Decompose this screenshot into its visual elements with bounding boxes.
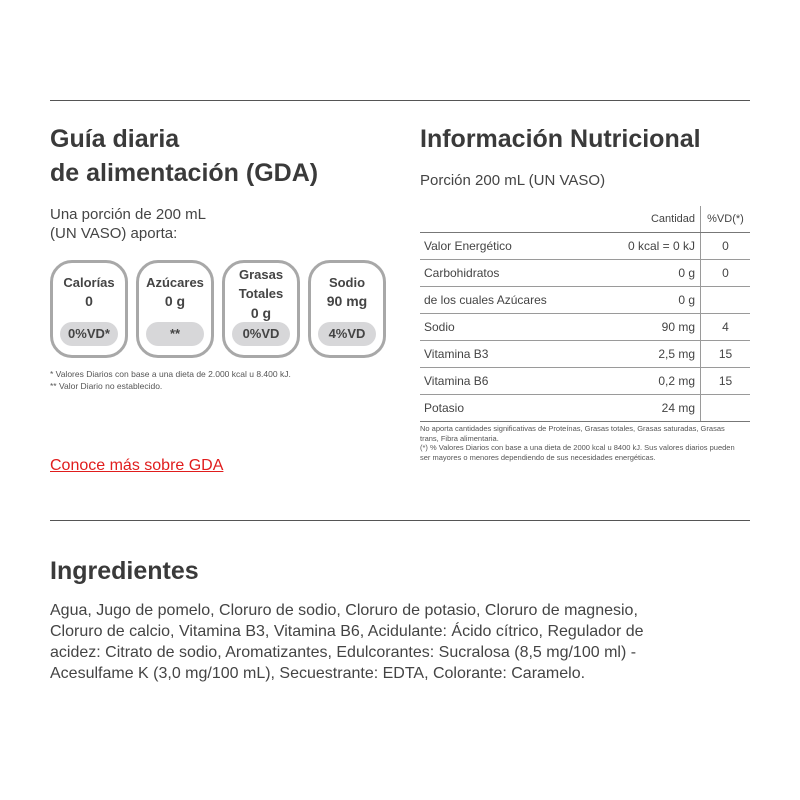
- row-qty: 90 mg: [584, 314, 701, 341]
- badge-label: Totales: [238, 286, 284, 301]
- gda-badges: [50, 260, 386, 358]
- nutrition-table: [420, 206, 750, 422]
- table-row: [420, 341, 750, 368]
- nutrition-title: Información Nutricional: [420, 125, 701, 153]
- badge-label: Azúcares: [146, 275, 204, 290]
- row-name: Sodio: [420, 314, 584, 341]
- row-qty: 0 g: [584, 260, 701, 287]
- gda-title: [50, 122, 318, 190]
- badge-value: 90 mg: [326, 293, 368, 309]
- row-qty: 2,5 mg: [584, 341, 701, 368]
- table-row: [420, 233, 750, 260]
- row-name: Vitamina B6: [420, 368, 584, 395]
- gda-learn-more-link[interactable]: Conoce más sobre GDA: [50, 457, 224, 474]
- row-vd: [701, 395, 751, 422]
- row-name: Potasio: [420, 395, 584, 422]
- gda-intro: [50, 205, 206, 243]
- row-name: Carbohidratos: [420, 260, 584, 287]
- table-row: [420, 395, 750, 422]
- gda-footnote-2: ** Valor Diario no establecido.: [50, 381, 163, 391]
- nutrition-portion: Porción 200 mL (UN VASO): [420, 172, 606, 189]
- badge-label: Grasas: [238, 267, 284, 282]
- badge-value: 0 g: [164, 293, 186, 309]
- nutrition-note-2: (*) % Valores Diarios con base a una dieta de 2000 kcal u 8400 kJ. Sus valores diarios pueden ser mayores o menores dependiendo de sus necesidades energéticas.: [420, 443, 735, 462]
- badge-value: 0 g: [250, 305, 272, 321]
- row-vd: 0: [701, 233, 751, 260]
- badge-vd-pill: 4%VD: [318, 322, 376, 346]
- nutrition-table-header: [420, 206, 750, 233]
- row-vd: 15: [701, 368, 751, 395]
- gda-footnote-1: * Valores Diarios con base a una dieta de 2.000 kcal u 8.400 kJ.: [50, 369, 291, 379]
- nutrition-notes: [420, 424, 745, 462]
- row-vd: 0: [701, 260, 751, 287]
- row-qty: 0,2 mg: [584, 368, 701, 395]
- badge-label: Sodio: [328, 275, 366, 290]
- row-qty: 24 mg: [584, 395, 701, 422]
- gda-intro-line-2: (UN VASO) aporta:: [50, 225, 178, 242]
- table-row: [420, 368, 750, 395]
- gda-footnotes: [50, 368, 291, 392]
- nutrition-note-1: No aporta cantidades significativas de Proteínas, Grasas totales, Grasas saturadas, Grasas trans, Fibra alimentaria.: [420, 424, 725, 443]
- ingredients-line: acidez: Citrato de sodio, Aromatizantes, Edulcorantes: Sucralosa (8,5 mg/100 ml) -: [50, 644, 637, 661]
- gda-title-line-2: de alimentación (GDA): [50, 159, 319, 187]
- ingredients-line: Agua, Jugo de pomelo, Cloruro de sodio, Cloruro de potasio, Cloruro de magnesio,: [50, 602, 638, 619]
- row-vd: 4: [701, 314, 751, 341]
- row-name: Valor Energético: [420, 233, 584, 260]
- row-vd: [701, 287, 751, 314]
- row-vd: 15: [701, 341, 751, 368]
- row-name: Vitamina B3: [420, 341, 584, 368]
- top-divider: [50, 100, 750, 101]
- row-qty: 0 kcal = 0 kJ: [584, 233, 701, 260]
- ingredients-title: Ingredientes: [50, 557, 199, 585]
- badge-value: 0: [85, 293, 93, 309]
- header-cantidad: Cantidad: [584, 206, 701, 233]
- ingredients-line: Acesulfame K (3,0 mg/100 mL), Secuestrante: EDTA, Colorante: Caramelo.: [50, 665, 586, 682]
- gda-title-line-1: Guía diaria: [50, 125, 180, 153]
- gda-badge-azucares: [136, 260, 214, 358]
- ingredients-line: Cloruro de calcio, Vitamina B3, Vitamina B6, Acidulante: Ácido cítrico, Regulador de: [50, 623, 644, 640]
- header-blank: [420, 206, 584, 233]
- badge-vd-pill: **: [146, 322, 204, 346]
- gda-badge-grasas: [222, 260, 300, 358]
- middle-divider: [50, 520, 750, 521]
- header-vd: %VD(*): [701, 206, 751, 233]
- ingredients-text: [50, 600, 755, 684]
- badge-vd-pill: 0%VD*: [60, 322, 118, 346]
- gda-badge-calorias: [50, 260, 128, 358]
- row-name: de los cuales Azúcares: [420, 287, 584, 314]
- table-row: [420, 287, 750, 314]
- badge-label: Calorías: [63, 275, 115, 290]
- gda-intro-line-1: Una porción de 200 mL: [50, 206, 206, 223]
- table-row: [420, 314, 750, 341]
- table-row: [420, 260, 750, 287]
- gda-badge-sodio: [308, 260, 386, 358]
- row-qty: 0 g: [584, 287, 701, 314]
- badge-vd-pill: 0%VD: [232, 322, 290, 346]
